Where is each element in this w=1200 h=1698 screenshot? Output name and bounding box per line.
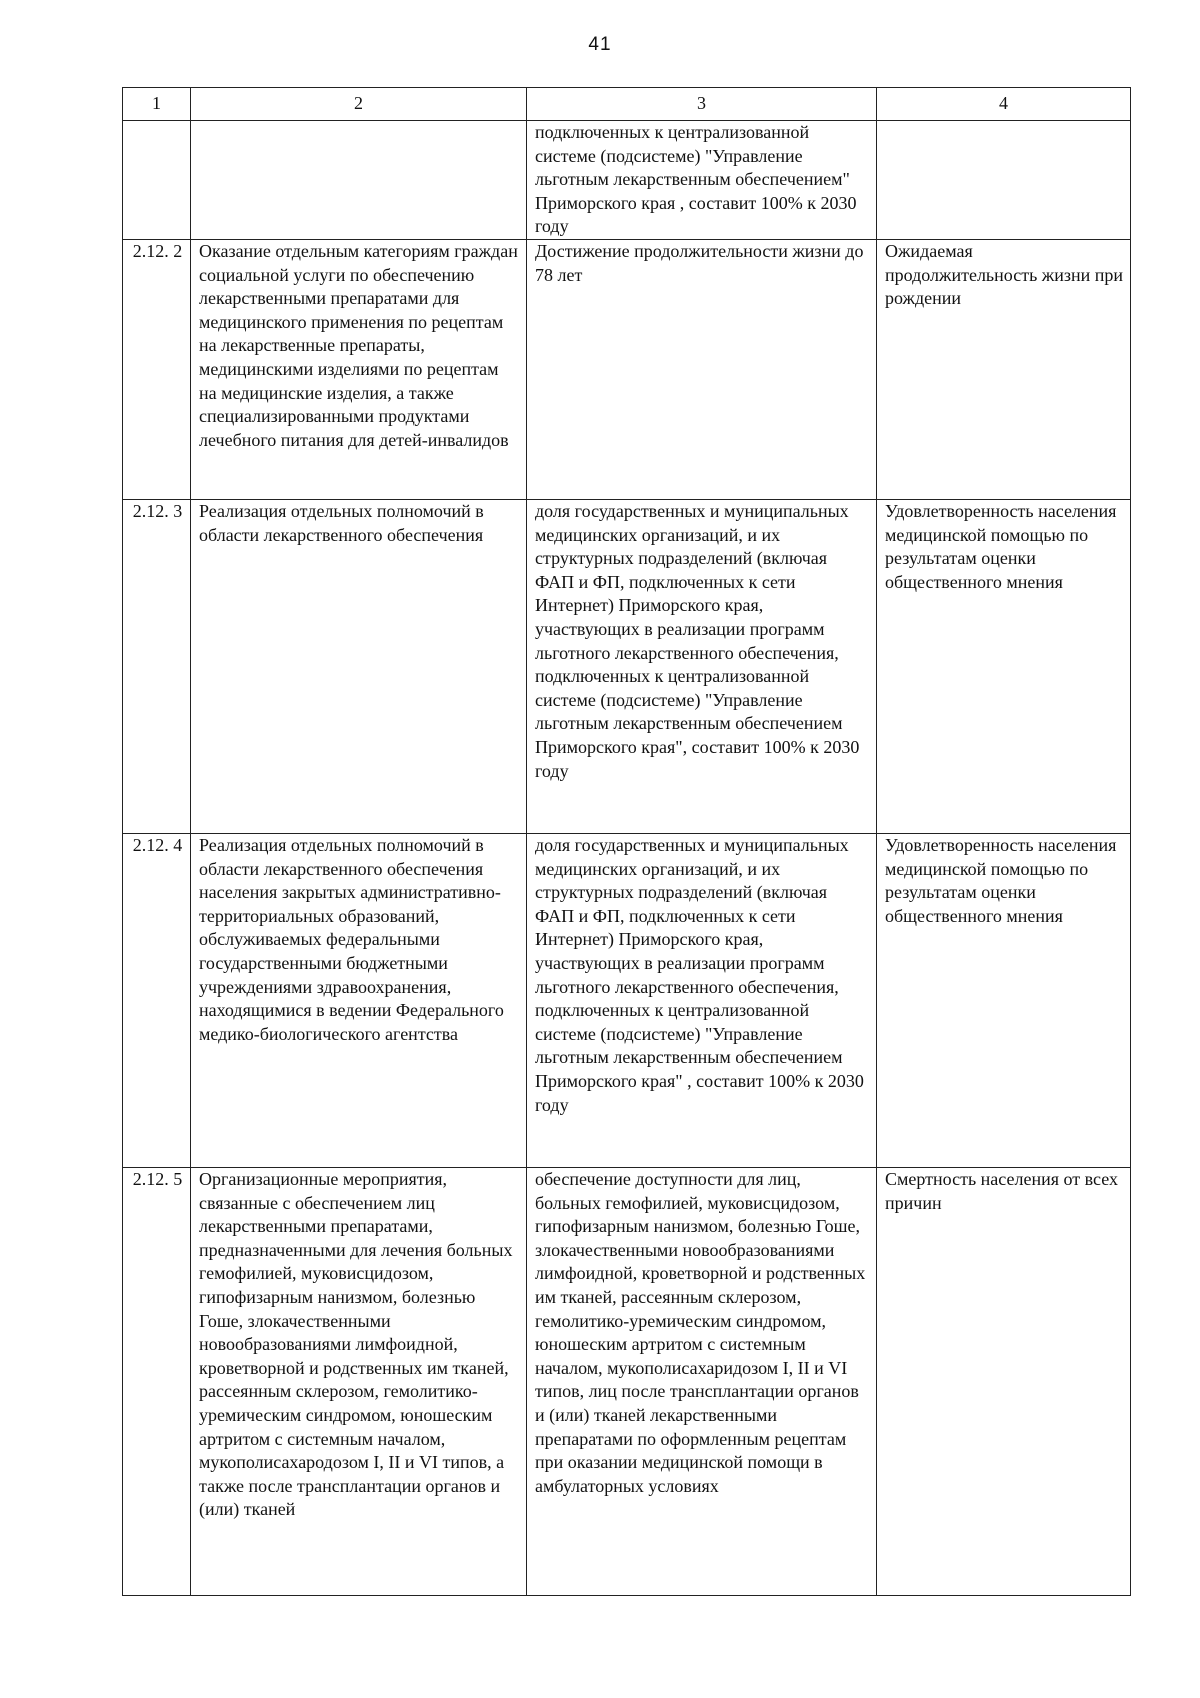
indicator-cell: доля государственных и муниципальных медицинских организаций, и их структурных подразделений (включая ФАП и ФП, подключенных к сети Интернет) Приморского края, участвующих в реализации программ льготного лекарственного обеспечения, подключенных к централизованной системе (подсистеме) "Управление льготным лекарственным обеспечением Приморского края" , составит 100% к 2030 году bbox=[527, 833, 877, 1167]
indicators-table bbox=[122, 87, 1131, 1596]
table-header-row bbox=[123, 88, 1131, 121]
measure-cell: Реализация отдельных полномочий в области лекарственного обеспечения населения закрытых административно-территориальных образований, обслуживаемых федеральными государственными бюджетными учреждениями здравоохранения, находящимися в ведении Федерального медико-биологического агентства bbox=[191, 833, 527, 1167]
row-number: 2.12. 2 bbox=[123, 239, 191, 499]
target-indicator-cell: Удовлетворенность населения медицинской помощью по результатам оценки общественного мнения bbox=[877, 833, 1131, 1167]
indicator-cell: Достижение продолжительности жизни до 78 лет bbox=[527, 239, 877, 499]
row-number bbox=[123, 121, 191, 240]
row-number: 2.12. 4 bbox=[123, 833, 191, 1167]
measure-cell bbox=[191, 121, 527, 240]
column-header-2: 2 bbox=[191, 88, 527, 121]
measure-cell: Организационные мероприятия, связанные с обеспечением лиц лекарственными препаратами, предназначенными для лечения больных гемофилией, муковисцидозом, гипофизарным нанизмом, болезнью Гоше, злокачественными новообразованиями лимфоидной, кроветворной и родственных им тканей, рассеянным склерозом, гемолитико-уремическим синдромом, юношеским артритом с системным началом, мукополисахародозом I, II и VI типов, а также после трансплантации органов и (или) тканей bbox=[191, 1167, 527, 1595]
column-header-4: 4 bbox=[877, 88, 1131, 121]
table-row bbox=[123, 121, 1131, 240]
target-indicator-cell: Смертность населения от всех причин bbox=[877, 1167, 1131, 1595]
target-indicator-cell bbox=[877, 121, 1131, 240]
measure-cell: Реализация отдельных полномочий в области лекарственного обеспечения bbox=[191, 499, 527, 833]
table-row bbox=[123, 499, 1131, 833]
table-row bbox=[123, 239, 1131, 499]
column-header-3: 3 bbox=[527, 88, 877, 121]
target-indicator-cell: Удовлетворенность населения медицинской помощью по результатам оценки общественного мнения bbox=[877, 499, 1131, 833]
column-header-1: 1 bbox=[123, 88, 191, 121]
table-row bbox=[123, 833, 1131, 1167]
indicator-cell: доля государственных и муниципальных медицинских организаций, и их структурных подразделений (включая ФАП и ФП, подключенных к сети Интернет) Приморского края, участвующих в реализации программ льготного лекарственного обеспечения, подключенных к централизованной системе (подсистеме) "Управление льготным лекарственным обеспечением Приморского края", составит 100% к 2030 году bbox=[527, 499, 877, 833]
indicator-cell: обеспечение доступности для лиц, больных гемофилией, муковисцидозом, гипофизарным нанизмом, болезнью Гоше, злокачественными новообразованиями лимфоидной, кроветворной и родственных им тканей, рассеянным склерозом, гемолитико-уремическим синдромом, юношеским артритом с системным началом, мукополисахаридозом I, II и VI типов, лиц после трансплантации органов и (или) тканей лекарственными препаратами по оформленным рецептам при оказании медицинской помощи в амбулаторных условиях bbox=[527, 1167, 877, 1595]
page-number: 41 bbox=[588, 34, 612, 55]
row-number: 2.12. 5 bbox=[123, 1167, 191, 1595]
target-indicator-cell: Ожидаемая продолжительность жизни при рождении bbox=[877, 239, 1131, 499]
indicator-cell: подключенных к централизованной системе (подсистеме) "Управление льготным лекарственным обеспечением" Приморского края , составит 100% к 2030 году bbox=[527, 121, 877, 240]
table-row bbox=[123, 1167, 1131, 1595]
measure-cell: Оказание отдельным категориям граждан социальной услуги по обеспечению лекарственными препаратами для медицинского применения по рецептам на лекарственные препараты, медицинскими изделиями по рецептам на медицинские изделия, а также специализированными продуктами лечебного питания для детей-инвалидов bbox=[191, 239, 527, 499]
row-number: 2.12. 3 bbox=[123, 499, 191, 833]
